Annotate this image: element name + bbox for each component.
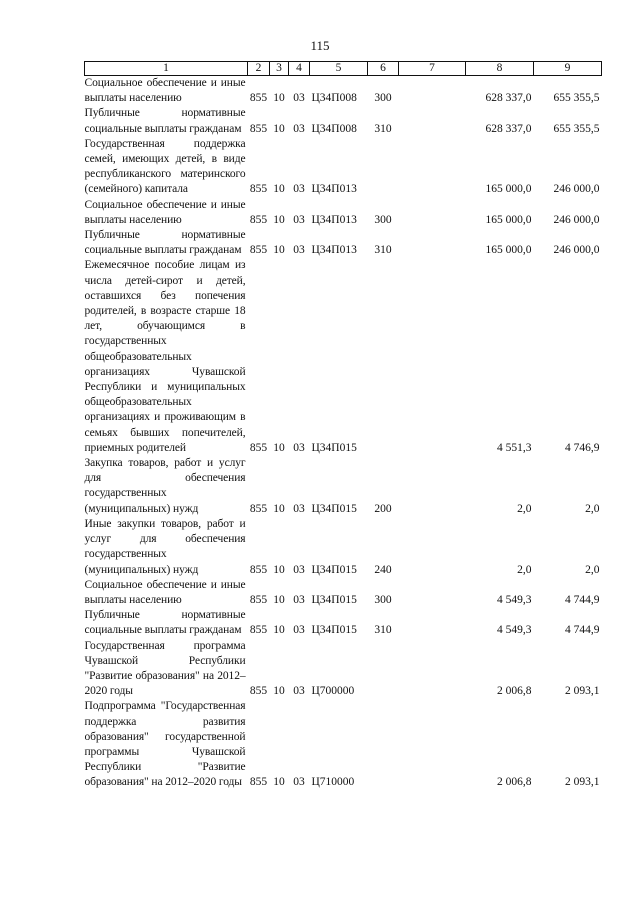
column-header: 5 — [310, 62, 368, 76]
cell-expense-type — [368, 258, 399, 456]
table-header-row — [85, 62, 602, 76]
cell-col7 — [399, 198, 466, 228]
cell-target-article: Ц34П015 — [311, 502, 357, 515]
cell-amount-2016: 628 337,0 — [485, 92, 532, 105]
cell-ministry-code: 855 — [249, 563, 268, 576]
table-row — [85, 228, 602, 258]
row-description: Подпрограмма "Государственная поддержка развития образования" государственной программы Чувашской Республики "Развитие образования" на 2012–2020 годы — [84, 700, 246, 789]
table-row — [85, 76, 602, 107]
cell-target-article: Ц34П008 — [311, 122, 357, 135]
column-header: 4 — [289, 62, 310, 76]
cell-amount-2016: 628 337,0 — [485, 122, 532, 135]
cell-amount-2016: 2 006,8 — [497, 685, 532, 698]
column-header: 9 — [534, 62, 602, 76]
budget-table — [84, 61, 602, 791]
cell-ministry-code: 855 — [249, 92, 268, 105]
cell-amount-2016: 165 000,0 — [485, 244, 532, 257]
cell-ministry-code: 855 — [249, 776, 268, 789]
cell-expense-type: 300 — [374, 92, 392, 105]
row-description: Государственная программа Чувашской Республики "Развитие образования" на 2012–2020 годы — [84, 639, 246, 698]
cell-section-code: 10 — [273, 563, 285, 576]
row-description: Публичные нормативные социальные выплаты гражданам — [84, 229, 246, 257]
row-description: Социальное обеспечение и иные выплаты населению — [84, 198, 246, 226]
cell-section-code: 10 — [273, 122, 285, 135]
cell-section-code: 10 — [273, 593, 285, 606]
cell-subsection-code: 03 — [293, 502, 305, 515]
table-row — [85, 608, 602, 638]
cell-amount-2017: 4 746,9 — [565, 441, 600, 454]
cell-section-code: 10 — [273, 441, 285, 454]
row-description: Социальное обеспечение и иные выплаты населению — [84, 578, 246, 606]
column-header: 2 — [248, 62, 270, 76]
cell-ministry-code: 855 — [249, 593, 268, 606]
table-row — [85, 198, 602, 228]
cell-amount-2017: 246 000,0 — [553, 244, 600, 257]
cell-amount-2017: 246 000,0 — [553, 183, 600, 196]
cell-target-article: Ц34П015 — [311, 441, 357, 454]
cell-ministry-code: 855 — [249, 685, 268, 698]
cell-target-article: Ц34П015 — [311, 563, 357, 576]
cell-amount-2016: 165 000,0 — [485, 183, 532, 196]
cell-amount-2017: 2 093,1 — [565, 776, 600, 789]
cell-amount-2016: 165 000,0 — [485, 213, 532, 226]
cell-col7 — [399, 456, 466, 517]
cell-target-article: Ц700000 — [311, 685, 355, 698]
cell-subsection-code: 03 — [293, 92, 305, 105]
cell-ministry-code: 855 — [249, 122, 268, 135]
column-header: 6 — [368, 62, 399, 76]
column-header: 1 — [85, 62, 248, 76]
cell-subsection-code: 03 — [293, 122, 305, 135]
cell-subsection-code: 03 — [293, 593, 305, 606]
table-row — [85, 258, 602, 456]
table-row — [85, 456, 602, 517]
table-row — [85, 699, 602, 790]
cell-col7 — [399, 517, 466, 578]
cell-amount-2016: 2,0 — [517, 563, 532, 576]
page-number: 115 — [310, 38, 330, 53]
cell-amount-2017: 246 000,0 — [553, 213, 600, 226]
cell-subsection-code: 03 — [293, 685, 305, 698]
column-header: 7 — [399, 62, 466, 76]
cell-expense-type: 310 — [374, 122, 392, 135]
cell-ministry-code: 855 — [249, 244, 268, 257]
cell-expense-type: 300 — [374, 593, 392, 606]
row-description: Государственная поддержка семей, имеющих детей, в виде республиканского материнского (семейного) капитала — [84, 137, 246, 196]
cell-col7 — [399, 578, 466, 608]
cell-col7 — [399, 258, 466, 456]
cell-col7 — [399, 137, 466, 198]
cell-amount-2017: 655 355,5 — [553, 122, 600, 135]
cell-subsection-code: 03 — [293, 183, 305, 196]
cell-section-code: 10 — [273, 685, 285, 698]
cell-amount-2017: 2 093,1 — [565, 685, 600, 698]
cell-section-code: 10 — [273, 183, 285, 196]
cell-amount-2016: 4 551,3 — [497, 441, 532, 454]
cell-target-article: Ц34П013 — [311, 183, 357, 196]
cell-subsection-code: 03 — [293, 244, 305, 257]
cell-amount-2017: 4 744,9 — [565, 624, 600, 637]
row-description: Публичные нормативные социальные выплаты гражданам — [84, 609, 246, 637]
cell-section-code: 10 — [273, 502, 285, 515]
cell-col7 — [399, 106, 466, 136]
cell-amount-2017: 2,0 — [585, 502, 600, 515]
column-header: 3 — [270, 62, 289, 76]
cell-col7 — [399, 608, 466, 638]
cell-ministry-code: 855 — [249, 624, 268, 637]
cell-col7 — [399, 639, 466, 700]
cell-section-code: 10 — [273, 776, 285, 789]
cell-subsection-code: 03 — [293, 776, 305, 789]
cell-amount-2016: 2,0 — [517, 502, 532, 515]
table-row — [85, 639, 602, 700]
cell-subsection-code: 03 — [293, 624, 305, 637]
row-description: Публичные нормативные социальные выплаты гражданам — [84, 107, 246, 135]
row-description: Ежемесячное пособие лицам из числа детей-сирот и детей, оставшихся без попечения родителей, в возрасте старше 18 лет, обучающимся в государственных общеобразовательных организациях Чувашской Республики и муниципальных общеобразовательных организациях и проживающим в семьях бывших попечителей, приемных родителей — [84, 259, 246, 454]
column-header: 8 — [466, 62, 534, 76]
cell-expense-type: 310 — [374, 244, 392, 257]
cell-subsection-code: 03 — [293, 563, 305, 576]
cell-target-article: Ц710000 — [311, 776, 355, 789]
cell-col7 — [399, 228, 466, 258]
cell-expense-type — [368, 699, 399, 790]
cell-subsection-code: 03 — [293, 213, 305, 226]
cell-section-code: 10 — [273, 624, 285, 637]
cell-amount-2017: 655 355,5 — [553, 92, 600, 105]
cell-expense-type: 200 — [374, 502, 392, 515]
cell-amount-2016: 2 006,8 — [497, 776, 532, 789]
cell-expense-type: 310 — [374, 624, 392, 637]
cell-target-article: Ц34П015 — [311, 593, 357, 606]
cell-ministry-code: 855 — [249, 183, 268, 196]
cell-amount-2017: 2,0 — [585, 563, 600, 576]
cell-section-code: 10 — [273, 92, 285, 105]
cell-amount-2016: 4 549,3 — [497, 593, 532, 606]
table-row — [85, 106, 602, 136]
cell-col7 — [399, 76, 466, 107]
cell-section-code: 10 — [273, 213, 285, 226]
cell-section-code: 10 — [273, 244, 285, 257]
cell-subsection-code: 03 — [293, 441, 305, 454]
cell-ministry-code: 855 — [249, 441, 268, 454]
table-row — [85, 517, 602, 578]
cell-ministry-code: 855 — [249, 213, 268, 226]
table-row — [85, 137, 602, 198]
cell-amount-2016: 4 549,3 — [497, 624, 532, 637]
row-description: Закупка товаров, работ и услуг для обеспечения государственных (муниципальных) нужд — [84, 457, 246, 515]
cell-ministry-code: 855 — [249, 502, 268, 515]
cell-target-article: Ц34П008 — [311, 92, 357, 105]
cell-amount-2017: 4 744,9 — [565, 593, 600, 606]
cell-expense-type — [368, 639, 399, 700]
cell-target-article: Ц34П013 — [311, 213, 357, 226]
cell-target-article: Ц34П013 — [311, 244, 357, 257]
row-description: Иные закупки товаров, работ и услуг для обеспечения государственных (муниципальных) нужд — [84, 517, 246, 576]
row-description: Социальное обеспечение и иные выплаты населению — [84, 77, 246, 105]
cell-expense-type: 240 — [374, 563, 392, 576]
cell-col7 — [399, 699, 466, 790]
cell-target-article: Ц34П015 — [311, 624, 357, 637]
cell-expense-type — [368, 137, 399, 198]
cell-expense-type: 300 — [374, 213, 392, 226]
table-row — [85, 578, 602, 608]
